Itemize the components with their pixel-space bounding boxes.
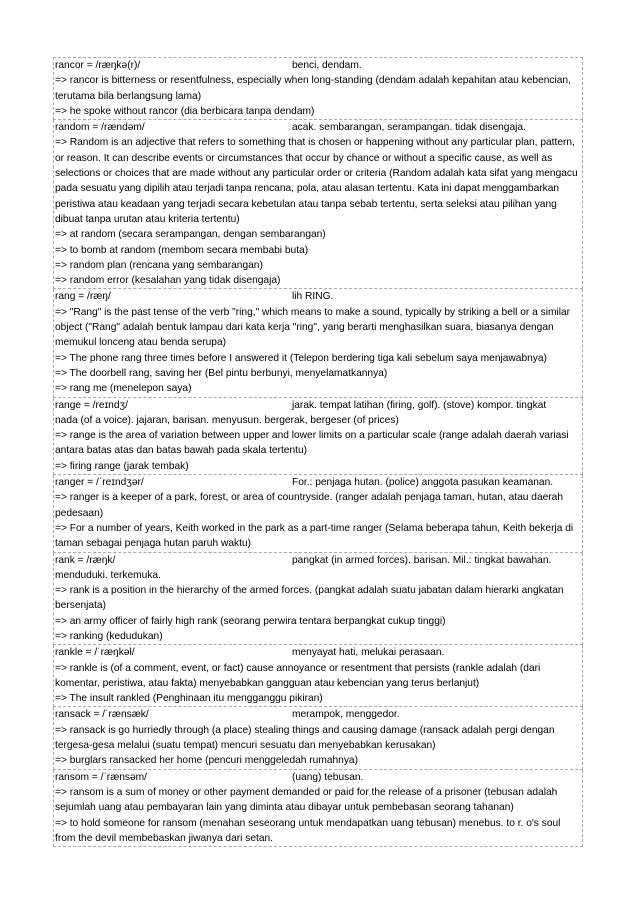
headword-pronunciation: range = /reɪndʒ/	[55, 399, 128, 411]
definition-line: => rancor is bitterness or resentfulness, especially when long-standing (dendam adalah kepahitan atau kebencian, terutama bila berlangsung lama)	[55, 75, 571, 102]
definition-line: => random error (kesalahan yang tidak disengaja)	[55, 275, 281, 287]
dictionary-page	[53, 57, 583, 847]
gloss-translation: merampok, menggedor.	[292, 709, 400, 721]
definition-line: => firing range (jarak tembak)	[55, 460, 189, 472]
definition-line: => burglars ransacked her home (pencuri menggeledah rumahnya)	[55, 755, 358, 767]
dictionary-entry	[53, 645, 583, 707]
entry-header	[55, 707, 581, 722]
gloss-translation: acak. sembarangan, serampangan. tidak disengaja.	[292, 122, 526, 134]
dictionary-entry	[53, 398, 583, 475]
headword-pronunciation: random = /rændəm/	[55, 122, 145, 134]
dictionary-entry	[53, 707, 583, 769]
definition-line: => The phone rang three times before I answered it (Telepon berdering tiga kali sebelum saya menjawabnya)	[55, 352, 547, 364]
definition-line: => at random (secara serampangan, dengan sembarangan)	[55, 229, 326, 241]
definition-line: => to bomb at random (membom secara membabi buta)	[55, 244, 309, 256]
definition-line: => ransom is a sum of money or other payment demanded or paid for the release of a prisoner (tebusan adalah sejumlah uang atau pembayaran lain yang diminta atau dibayar untuk pembebasan seorang tahanan)	[55, 786, 558, 814]
gloss-continuation: nada (of a voice). jajaran, barisan. menyusun. bergerak, bergeser (of prices)	[55, 414, 399, 426]
definition-line: => an army officer of fairly high rank (seorang perwira tentara berpangkat cukup tinggi)	[55, 615, 446, 627]
definition-line: => ransack is go hurriedly through (a place) stealing things and causing damage (ransack adalah pergi dengan tergesa-gesa melalui (suatu tempat) mencuri sesuatu dan menyebabkan kerusakan)	[55, 724, 555, 752]
headword-pronunciation: rancor = /ræŋkə(r)/	[55, 60, 141, 71]
headword-pronunciation: rang = /ræŋ/	[55, 291, 111, 303]
definition-line: => "Rang" is the past tense of the verb "ring," which means to make a sound, typically by striking a bell or a similar object ("Rang" adalah bentuk lampau dari kata kerja "ring", yang berarti menghasilkan suara, biasanya dengan memukul lonceng atau benda serupa)	[55, 306, 571, 349]
entry-header	[55, 120, 581, 135]
entry-header	[55, 475, 581, 490]
definition-line: => range is the area of variation between upper and lower limits on a particular scale (range adalah daerah variasi antara batas atas dan batas bawah pada skala tertentu)	[55, 430, 569, 457]
entry-header	[55, 58, 581, 73]
dictionary-entry	[53, 289, 583, 397]
gloss-translation: (uang) tebusan.	[292, 771, 364, 783]
definition-line: => ranking (kedudukan)	[55, 630, 163, 642]
gloss-translation: lih RING.	[292, 291, 334, 303]
entry-header	[55, 770, 581, 785]
headword-pronunciation: ranger = /ˈreɪndʒər/	[55, 477, 144, 489]
definition-line: => For a number of years, Keith worked in the park as a part-time ranger (Selama beberapa tahun, Keith bekerja di taman sebagai penjaga hutan paruh waktu)	[55, 522, 574, 550]
gloss-translation: benci, dendam.	[292, 60, 362, 71]
headword-pronunciation: rank = /ræŋk/	[55, 554, 116, 566]
gloss-translation: pangkat (in armed forces). barisan. Mil.: tingkat bawahan.	[292, 554, 552, 566]
dictionary-entry	[53, 770, 583, 847]
headword-pronunciation: rankle = /ˈræŋkəl/	[55, 647, 135, 659]
dictionary-entry	[53, 120, 583, 289]
dictionary-entry	[53, 57, 583, 120]
definition-line: => ranger is a keeper of a park, forest, or area of countryside. (ranger adalah penjaga taman, hutan, atau daerah pedesaan)	[55, 492, 563, 519]
definition-line: => rang me (menelepon saya)	[55, 383, 192, 395]
definition-line: => The insult rankled (Penghinaan itu mengganggu pikiran)	[55, 693, 323, 705]
definition-line: => rankle is (of a comment, event, or fact) cause annoyance or resentment that persists (rankle adalah (dari komentar, peristiwa, atau fakta) menyebabkan gangguan atau kebencian yang terus berlanjut)	[55, 662, 541, 689]
headword-pronunciation: ransom = /ˈrænsəm/	[55, 771, 147, 783]
gloss-translation: menyayat hati, melukai perasaan.	[292, 647, 445, 659]
definition-line: => he spoke without rancor (dia berbicara tanpa dendam)	[55, 105, 315, 117]
definition-line: => to hold someone for ransom (menahan seseorang untuk mendapatkan uang tebusan) menebus. to r. o's soul from the devil membebaskan jiwanya dari setan.	[55, 817, 561, 844]
dictionary-entry	[53, 475, 583, 552]
dictionary-entry	[53, 553, 583, 646]
entry-header	[55, 289, 581, 304]
definition-line: => rank is a position in the hierarchy of the armed forces. (pangkat adalah suatu jabatan dalam hierarki angkatan bersenjata)	[55, 585, 564, 612]
gloss-continuation: menduduki. terkemuka.	[55, 569, 161, 581]
headword-pronunciation: ransack = /ˈrænsæk/	[55, 709, 149, 721]
definition-line: => The doorbell rang, saving her (Bel pintu berbunyi, menyelamatkannya)	[55, 367, 388, 379]
definition-line: => random plan (rencana yang sembarangan)	[55, 259, 263, 271]
gloss-translation: jarak. tempat latihan (firing, golf). (stove) kompor. tingkat	[292, 399, 547, 411]
entry-header	[55, 553, 581, 568]
entry-header	[55, 398, 581, 413]
definition-line: => Random is an adjective that refers to something that is chosen or happening without any particular plan, pattern, or reason. It can describe events or circumstances that occur by chance or without a specific cause, as well as selections or choices that are made without any particular order or criteria (Random adalah kata sifat yang mengacu pada sesuatu yang dipilih atau terjadi tanpa rencana, pola, atau alasan tertentu. Kata ini dapat menggambarkan peristiwa atau keadaan yang terjadi secara kebetulan atau tanpa sebab tertentu, serta seleksi atau pilihan yang dibuat tanpa urutan atau kriteria tertentu)	[55, 137, 578, 225]
entry-header	[55, 645, 581, 660]
gloss-translation: For.: penjaga hutan. (police) anggota pasukan keamanan.	[292, 477, 554, 489]
